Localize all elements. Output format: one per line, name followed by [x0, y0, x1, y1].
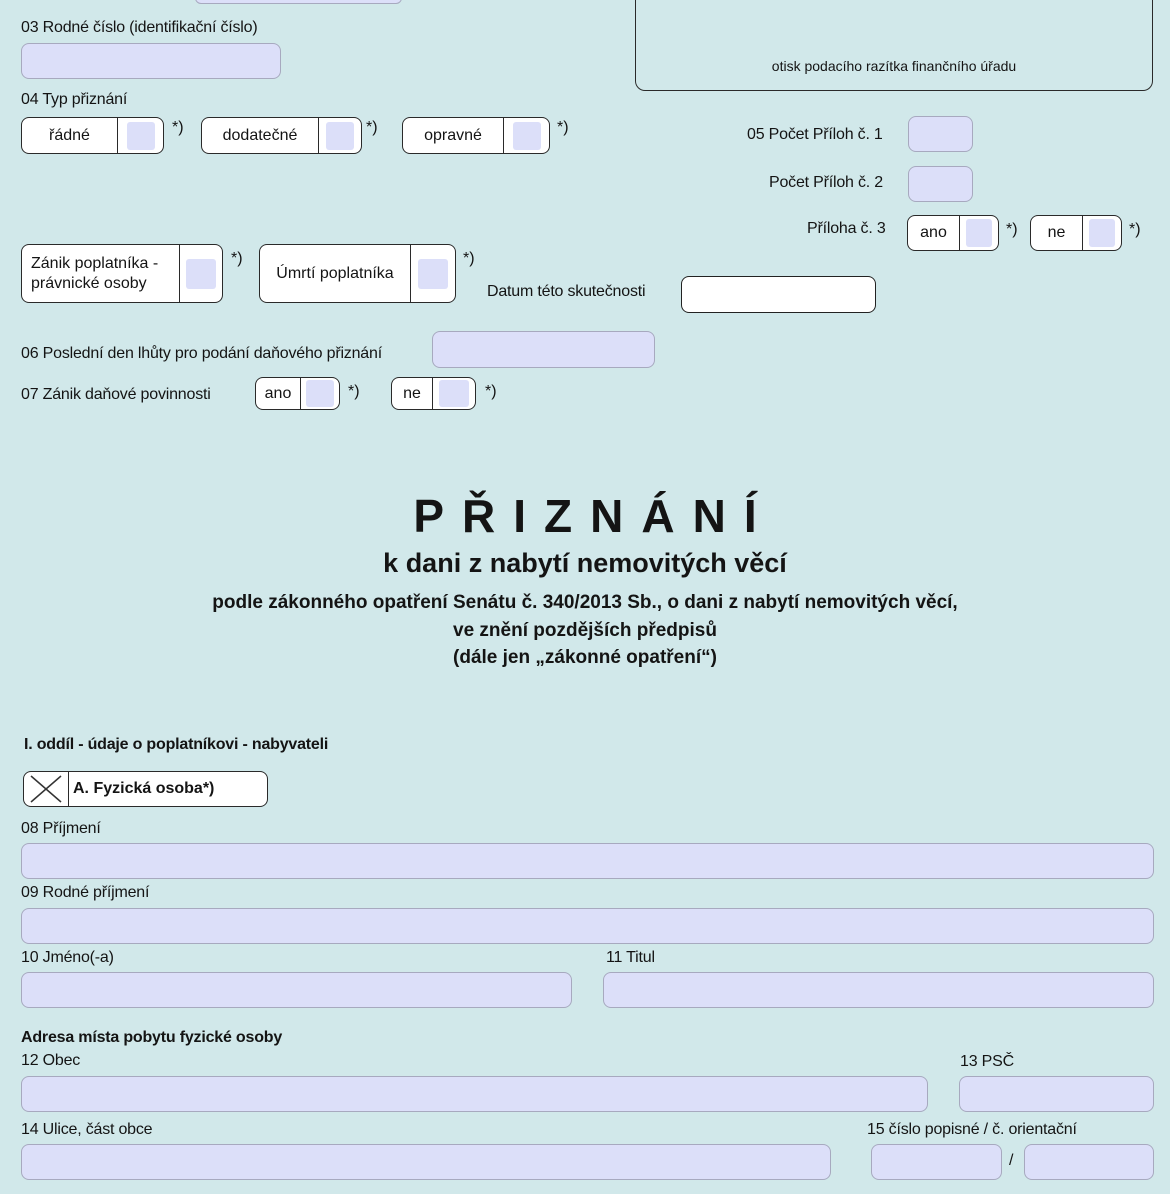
type-opravne-checkbox[interactable]: [503, 118, 549, 153]
zanik-pravnicke-osoby-label: Zánik poplatníka - právnické osoby: [31, 254, 159, 292]
asterisk-note: *): [172, 119, 184, 136]
rodne-cislo-input[interactable]: [21, 43, 281, 79]
fyzicka-osoba-option[interactable]: [23, 771, 268, 807]
psc-input[interactable]: [959, 1076, 1154, 1112]
typ-priznani-label: 04 Typ přiznání: [21, 91, 128, 108]
zanik-povinnosti-ano[interactable]: [255, 377, 340, 410]
prijmeni-input[interactable]: [21, 843, 1154, 879]
jmeno-input[interactable]: [21, 972, 572, 1008]
priloha-3-ne[interactable]: [1030, 215, 1122, 251]
slash-separator: /: [1009, 1152, 1014, 1169]
legal-basis-line2: ve znění pozdějších předpisů: [453, 620, 717, 641]
zanik-povinnosti-ne[interactable]: [391, 377, 476, 410]
asterisk-note: *): [366, 119, 378, 136]
cross-mark-icon: [28, 774, 64, 804]
asterisk-note: *): [485, 383, 497, 400]
datum-input[interactable]: [681, 276, 876, 313]
ulice-input[interactable]: [21, 1144, 831, 1180]
type-opravne-label: opravné: [424, 126, 482, 144]
priloha-3-ano-checkbox[interactable]: [959, 216, 998, 250]
type-opravne[interactable]: [402, 117, 550, 154]
cislo-popisne-input[interactable]: [871, 1144, 1002, 1180]
form-subtitle: k dani z nabytí nemovitých věcí: [383, 548, 787, 578]
posledni-den-label: 06 Poslední den lhůty pro podání daňového přiznání: [21, 345, 382, 362]
jmeno-label: 10 Jméno(-a): [21, 949, 114, 966]
titul-input[interactable]: [603, 972, 1154, 1008]
priloha-3-ano[interactable]: [907, 215, 999, 251]
umrti-poplatnika-checkbox[interactable]: [410, 245, 455, 302]
asterisk-note: *): [348, 383, 360, 400]
obec-label: 12 Obec: [21, 1052, 81, 1069]
obec-input[interactable]: [21, 1076, 928, 1112]
rodne-prijmeni-label: 09 Rodné příjmení: [21, 884, 150, 901]
type-dodatecne[interactable]: [201, 117, 362, 154]
asterisk-note: *): [1006, 221, 1018, 238]
prijmeni-label: 08 Příjmení: [21, 820, 101, 837]
asterisk-note: *): [463, 250, 475, 267]
legal-basis-line1: podle zákonného opatření Senátu č. 340/2013 Sb., o dani z nabytí nemovitých věcí,: [212, 592, 958, 613]
ulice-label: 14 Ulice, část obce: [21, 1121, 153, 1138]
umrti-poplatnika-label: Úmrtí poplatníka: [276, 264, 394, 282]
type-radne-label: řádné: [49, 126, 90, 144]
stamp-area: [635, 0, 1153, 91]
priloha-3-label: Příloha č. 3: [807, 220, 886, 237]
rodne-cislo-label: 03 Rodné číslo (identifikační číslo): [21, 19, 258, 36]
type-radne[interactable]: [21, 117, 164, 154]
rodne-prijmeni-input[interactable]: [21, 908, 1154, 944]
type-dodatecne-label: dodatečné: [222, 126, 298, 144]
zanik-povinnosti-ano-label: ano: [264, 384, 292, 402]
stamp-text: otisk podacího razítka finančního úřadu: [771, 58, 1017, 74]
zanik-pravnicke-osoby-checkbox[interactable]: [179, 245, 222, 302]
pocet-priloh-2-label: Počet Příloh č. 2: [769, 174, 883, 191]
priloha-3-ne-checkbox[interactable]: [1082, 216, 1121, 250]
zanik-povinnosti-ne-checkbox[interactable]: [432, 378, 475, 409]
titul-label: 11 Titul: [606, 949, 655, 966]
cislo-orientacni-input[interactable]: [1024, 1144, 1154, 1180]
priloha-3-ano-label: ano: [920, 224, 947, 241]
pocet-priloh-1-input[interactable]: [908, 116, 973, 152]
asterisk-note: *): [1129, 221, 1141, 238]
asterisk-note: *): [231, 250, 243, 267]
posledni-den-input[interactable]: [432, 331, 655, 368]
type-radne-checkbox[interactable]: [117, 118, 163, 153]
zanik-povinnosti-ne-label: ne: [403, 384, 421, 402]
zanik-povinnosti-label: 07 Zánik daňové povinnosti: [21, 386, 211, 403]
priloha-3-ne-label: ne: [1047, 224, 1066, 241]
psc-label: 13 PSČ: [960, 1053, 1014, 1070]
asterisk-note: *): [557, 119, 569, 136]
cislo-popisne-label: 15 číslo popisné / č. orientační: [867, 1121, 1077, 1138]
address-heading: Adresa místa pobytu fyzické osoby: [21, 1029, 283, 1046]
form-title: PŘIZNÁNÍ: [413, 490, 775, 542]
type-dodatecne-checkbox[interactable]: [318, 118, 361, 153]
legal-basis-line3: (dále jen „zákonné opatření“): [453, 647, 717, 668]
zanik-pravnicke-osoby[interactable]: [21, 244, 223, 303]
pocet-priloh-1-label: 05 Počet Příloh č. 1: [747, 126, 883, 143]
zanik-povinnosti-ano-checkbox[interactable]: [300, 378, 339, 409]
fyzicka-osoba-checkbox[interactable]: [24, 772, 69, 806]
fyzicka-osoba-label: A. Fyzická osoba*): [73, 780, 215, 797]
top-edge-field: [195, 0, 402, 4]
datum-label: Datum této skutečnosti: [487, 283, 646, 300]
pocet-priloh-2-input[interactable]: [908, 166, 973, 202]
section-1-heading: I. oddíl - údaje o poplatníkovi - nabyvateli: [24, 736, 329, 753]
umrti-poplatnika[interactable]: [259, 244, 456, 303]
